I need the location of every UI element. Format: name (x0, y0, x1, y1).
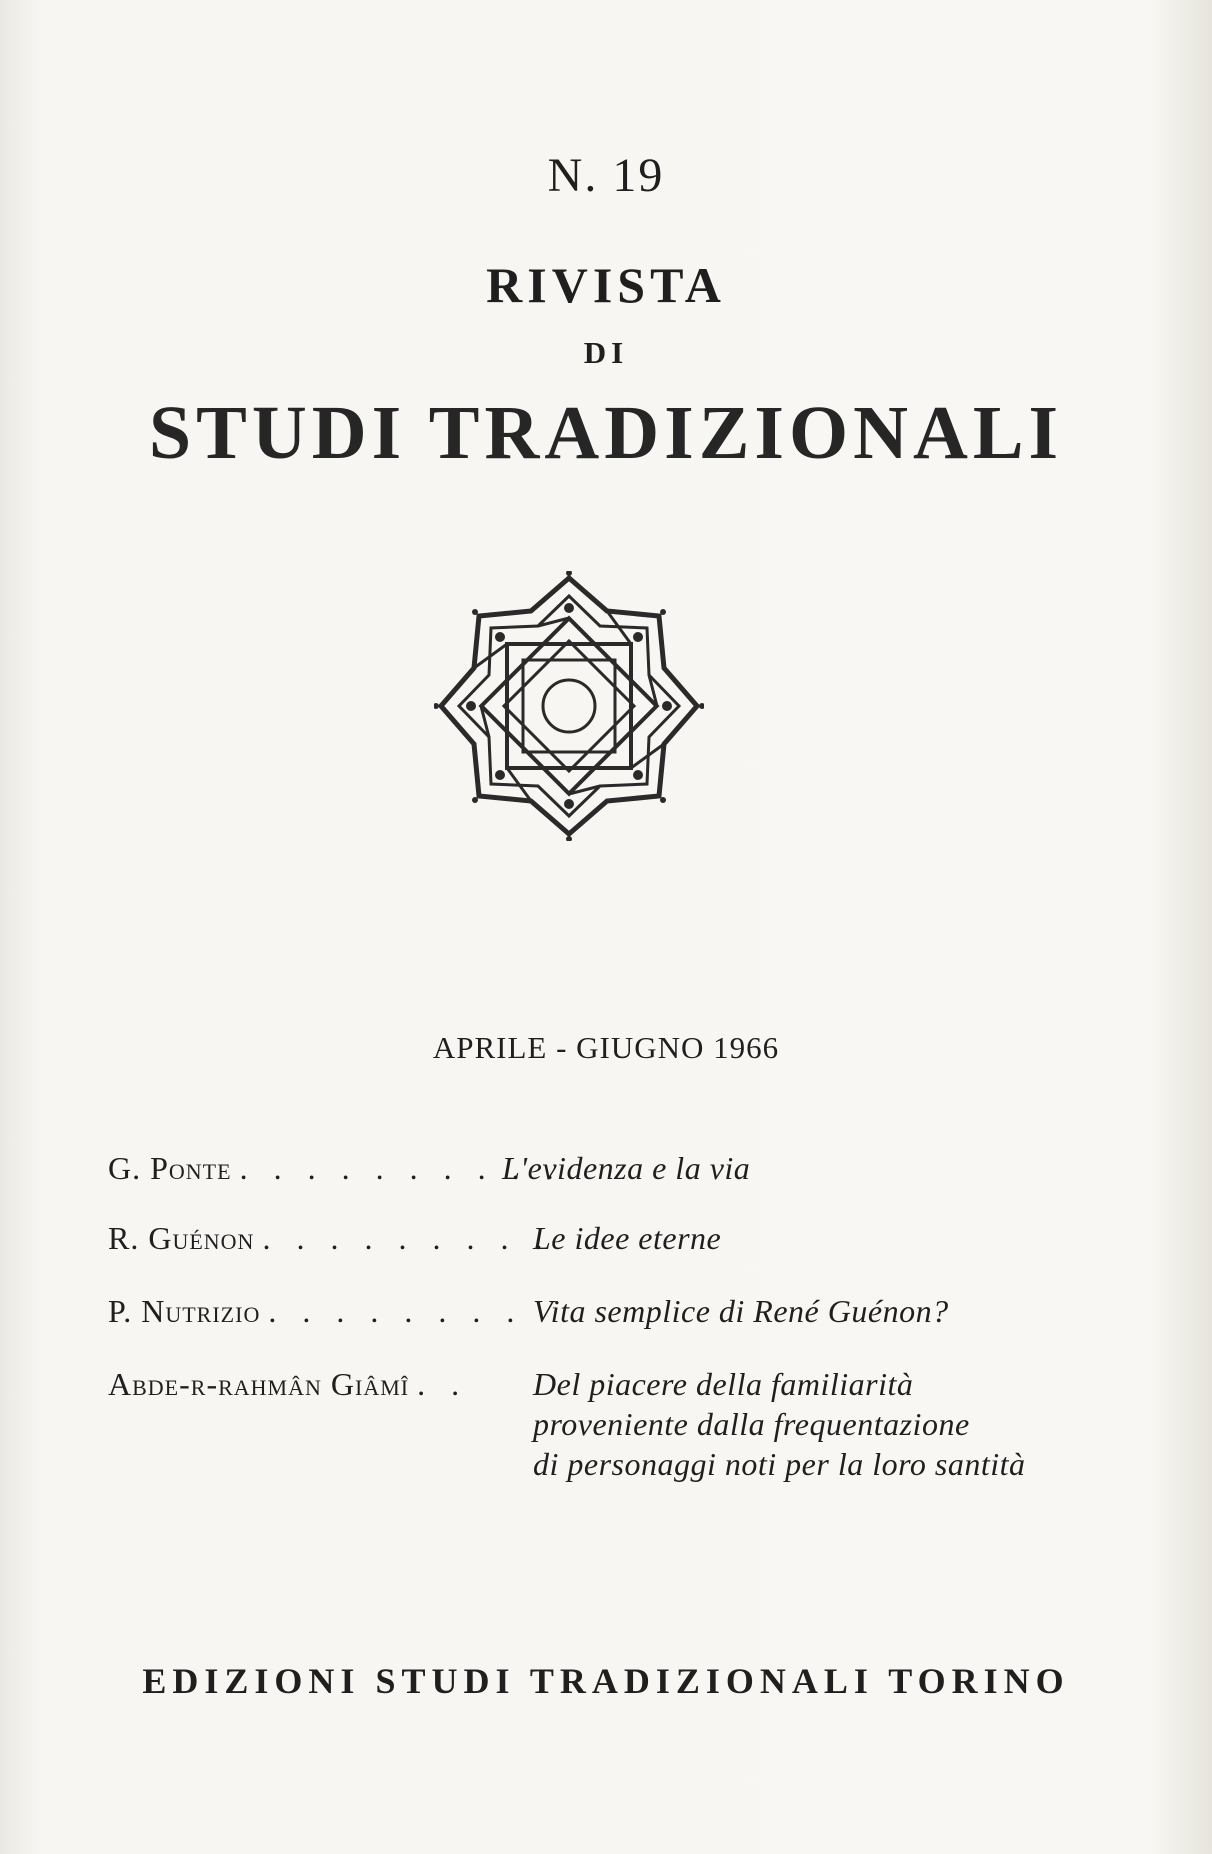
toc-leader-dots: . . (417, 1366, 469, 1402)
toc-leader-dots: . . . . . . . . . (262, 1220, 552, 1256)
issue-number: N. 19 (547, 149, 665, 202)
toc-title-line-3: di personaggi noti per la loro santità (533, 1446, 1026, 1482)
publisher-imprint: EDIZIONI STUDI TRADIZIONALI TORINO (142, 1661, 1070, 1701)
toc-entry (108, 1293, 523, 1330)
toc-title: Vita semplice di René Guénon? (533, 1293, 949, 1329)
interlaced-star-emblem-icon (434, 571, 704, 841)
toc-author: R. Guénon (108, 1220, 255, 1256)
title-line-2: DI (583, 335, 629, 370)
toc-author: G. Ponte (108, 1150, 232, 1186)
title-line-3: STUDI TRADIZIONALI (148, 391, 1064, 475)
toc-leader-dots: . . . . . . . . . . (239, 1150, 563, 1186)
toc-title: L'evidenza e la via (502, 1150, 751, 1186)
toc-author: Abde-r-rahmân Giâmî (108, 1366, 410, 1402)
issue-date: APRILE - GIUGNO 1966 (432, 1030, 780, 1065)
toc-entry (108, 1366, 468, 1403)
toc-author: P. Nutrizio (108, 1293, 261, 1329)
toc-entry (108, 1220, 551, 1257)
toc-title: Del piacere della familiarità (533, 1366, 914, 1402)
toc-entry (108, 1150, 563, 1187)
title-line-1: RIVISTA (486, 257, 726, 313)
toc-leader-dots: . . . . . . . . (268, 1293, 524, 1329)
toc-title-line-2: proveniente dalla frequentazione (533, 1406, 970, 1442)
toc-title: Le idee eterne (533, 1220, 722, 1256)
